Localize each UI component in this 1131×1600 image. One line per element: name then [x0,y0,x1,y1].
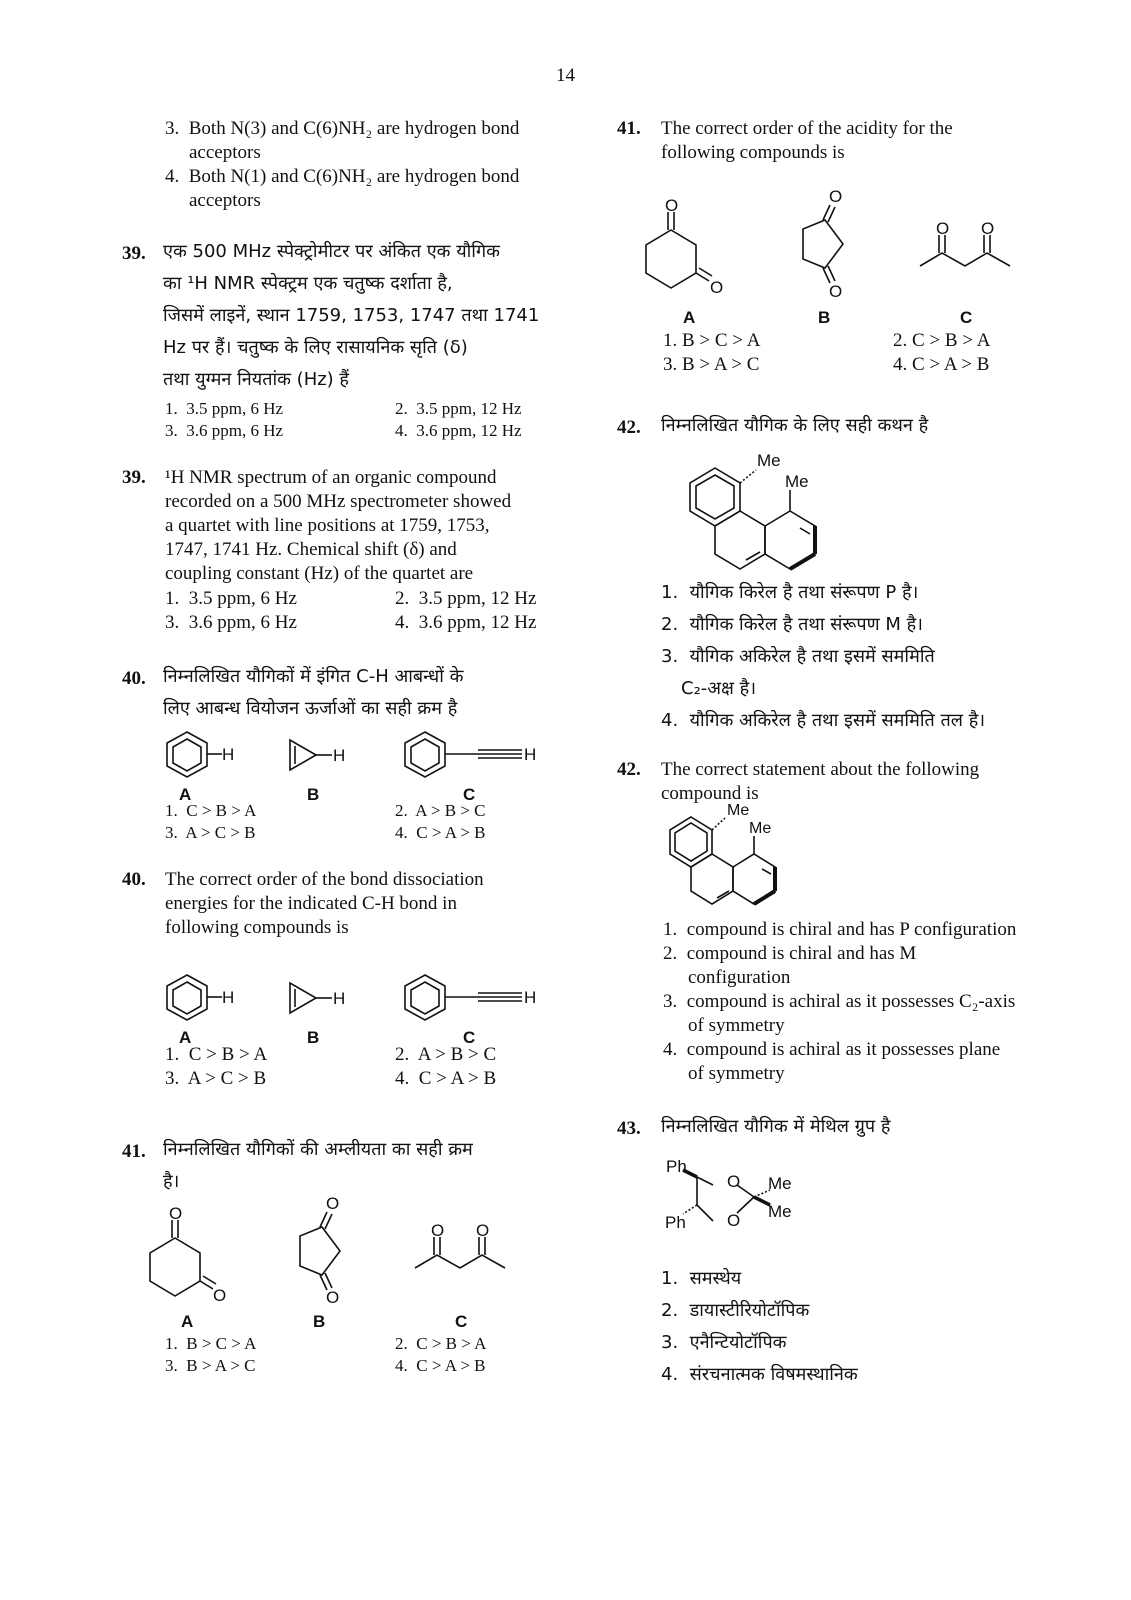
q38-option-3-cont: acceptors [189,142,261,163]
option-4[interactable]: 4. यौगिक अकिरेल है तथा इसमें सममिति तल है। [661,710,986,731]
option-2[interactable]: 2. C > B > A [395,1334,487,1353]
label-c: C [455,1312,468,1331]
option-3-cont: C₂-अक्ष है। [681,678,757,699]
oxygen-label: O [326,1194,340,1213]
option-2[interactable]: 2. डायास्टीरियोटॉपिक [661,1300,810,1321]
option-2-cont: configuration [688,967,791,988]
question-line: The correct statement about the following [661,759,980,780]
question-line: coupling constant (Hz) of the quartet are [165,563,474,584]
option-1[interactable]: 1. यौगिक किरेल है तथा संरूपण P है। [661,582,919,603]
h-label: H [333,746,346,765]
oxygen-label: O [829,187,843,206]
option-3[interactable]: 3. A > C > B [165,823,256,842]
option-1[interactable]: 1. 3.5 ppm, 6 Hz [165,399,284,418]
label-b: B [313,1312,326,1331]
question-line: Hz पर हैं। चतुष्क के लिए रासायनिक सृति (δ) [163,337,468,358]
label-a: A [683,308,696,327]
option-1[interactable]: 1. C > B > A [165,801,257,820]
label-b: B [818,308,831,327]
question-line: एक 500 MHz स्पेक्ट्रोमीटर पर अंकित एक यौगिक [163,241,500,262]
question-line: a quartet with line positions at 1759, 1753, [165,515,490,536]
option-3[interactable]: 3. B > A > C [165,1356,256,1375]
option-1[interactable]: 1. B > C > A [165,1334,257,1353]
option-2[interactable]: 2. compound is chiral and has M [663,943,917,964]
question-number: 41. [122,1141,146,1162]
option-1[interactable]: 1. C > B > A [165,1044,268,1065]
option-2[interactable]: 2. 3.5 ppm, 12 Hz [395,399,522,418]
option-4[interactable]: 4. compound is achiral as it possesses plane [663,1039,1001,1060]
question-number: 42. [617,759,641,780]
question-line: का ¹H NMR स्पेक्ट्रम एक चतुष्क दर्शाता है, [163,273,453,294]
question-line: 1747, 1741 Hz. Chemical shift (δ) and [165,539,457,560]
option-3[interactable]: 3. A > C > B [165,1068,267,1089]
option-2[interactable]: 2. 3.5 ppm, 12 Hz [395,588,537,609]
option-1[interactable]: 1. B > C > A [663,330,761,351]
methyl-label: Me [768,1174,792,1193]
q38-option-4: 4. Both N(1) and C(6)NH₂ are hydrogen bond [165,166,520,187]
oxygen-label: O [710,278,724,297]
option-3[interactable]: 3. 3.6 ppm, 6 Hz [165,612,297,633]
question-line: जिसमें लाइनें, स्थान 1759, 1753, 1747 तथा 1741 [163,305,540,326]
oxygen-label: O [727,1172,741,1191]
question-line: recorded on a 500 MHz spectrometer showed [165,491,512,512]
option-1[interactable]: 1. compound is chiral and has P configuration [663,919,1017,940]
h-label: H [222,745,235,764]
question-number: 42. [617,417,641,438]
option-2[interactable]: 2. यौगिक किरेल है तथा संरूपण M है। [661,614,924,635]
page-number: 14 [556,65,575,86]
option-2[interactable]: 2. C > B > A [893,330,991,351]
oxygen-label: O [981,219,995,238]
option-4[interactable]: 4. 3.6 ppm, 12 Hz [395,612,537,633]
question-line: निम्नलिखित यौगिकों में इंगित C-H आबन्धों के [163,666,464,687]
label-c: C [463,1028,476,1047]
label-a: A [179,785,192,804]
q38-option-3: 3. Both N(3) and C(6)NH₂ are hydrogen bond [165,118,520,139]
option-3[interactable]: 3. compound is achiral as it possesses C₂-axis [663,991,1016,1012]
question-number: 39. [122,467,146,488]
option-3[interactable]: 3. 3.6 ppm, 6 Hz [165,421,284,440]
phenyl-label: Ph [666,1157,687,1176]
question-line: following compounds is [661,142,845,163]
oxygen-label: O [326,1288,340,1307]
question-line: तथा युग्मन नियतांक (Hz) हैं [163,369,349,390]
option-4[interactable]: 4. 3.6 ppm, 12 Hz [395,421,522,440]
question-line: लिए आबन्ध वियोजन ऊर्जाओं का सही क्रम है [163,698,458,719]
option-4[interactable]: 4. C > A > B [395,1068,497,1089]
methyl-label: Me [785,472,809,491]
oxygen-label: O [431,1221,445,1240]
question-line: The correct order of the bond dissociation [165,869,484,890]
question-number: 43. [617,1118,641,1139]
question-line: compound is [661,783,759,804]
oxygen-label: O [213,1286,227,1305]
option-1[interactable]: 1. समस्थेय [661,1268,742,1289]
oxygen-label: O [936,219,950,238]
option-3-cont: of symmetry [688,1015,785,1036]
label-b: B [307,785,320,804]
question-number: 39. [122,243,146,264]
question-line: है। [163,1171,180,1192]
oxygen-label: O [727,1211,741,1230]
question-line: The correct order of the acidity for the [661,118,953,139]
question-line: निम्नलिखित यौगिक के लिए सही कथन है [661,415,929,436]
option-3[interactable]: 3. यौगिक अकिरेल है तथा इसमें सममिति [661,646,935,667]
oxygen-label: O [665,196,679,215]
question-number: 40. [122,869,146,890]
label-c: C [463,785,476,804]
methyl-label: Me [749,820,772,837]
oxygen-label: O [476,1221,490,1240]
h-label: H [524,745,537,764]
label-a: A [181,1312,194,1331]
methyl-label: Me [757,451,781,470]
option-2[interactable]: 2. A > B > C [395,1044,497,1065]
question-line: निम्नलिखित यौगिक में मेथिल ग्रुप है [661,1116,891,1137]
question-line: ¹H NMR spectrum of an organic compound [165,467,497,488]
h-label: H [333,989,346,1008]
label-a: A [179,1028,192,1047]
label-c: C [960,308,973,327]
option-4[interactable]: 4. C > A > B [893,354,990,375]
methyl-label: Me [727,802,750,819]
question-number: 41. [617,118,641,139]
oxygen-label: O [169,1204,183,1223]
question-line: निम्नलिखित यौगिकों की अम्लीयता का सही क्रम [163,1139,473,1160]
question-number: 40. [122,668,146,689]
option-3[interactable]: 3. एनैन्टियोटॉपिक [661,1332,787,1353]
option-4[interactable]: 4. संरचनात्मक विषमस्थानिक [661,1364,858,1385]
option-4-cont: of symmetry [688,1063,785,1084]
methyl-label: Me [768,1202,792,1221]
option-4[interactable]: 4. C > A > B [395,1356,486,1375]
h-label: H [222,988,235,1007]
q38-option-4-cont: acceptors [189,190,261,211]
option-4[interactable]: 4. C > A > B [395,823,486,842]
phenyl-label: Ph [665,1213,686,1232]
option-2[interactable]: 2. A > B > C [395,801,486,820]
oxygen-label: O [829,282,843,301]
question-line: following compounds is [165,917,349,938]
option-3[interactable]: 3. B > A > C [663,354,760,375]
label-b: B [307,1028,320,1047]
option-1[interactable]: 1. 3.5 ppm, 6 Hz [165,588,297,609]
question-line: energies for the indicated C-H bond in [165,893,457,914]
h-label: H [524,988,537,1007]
